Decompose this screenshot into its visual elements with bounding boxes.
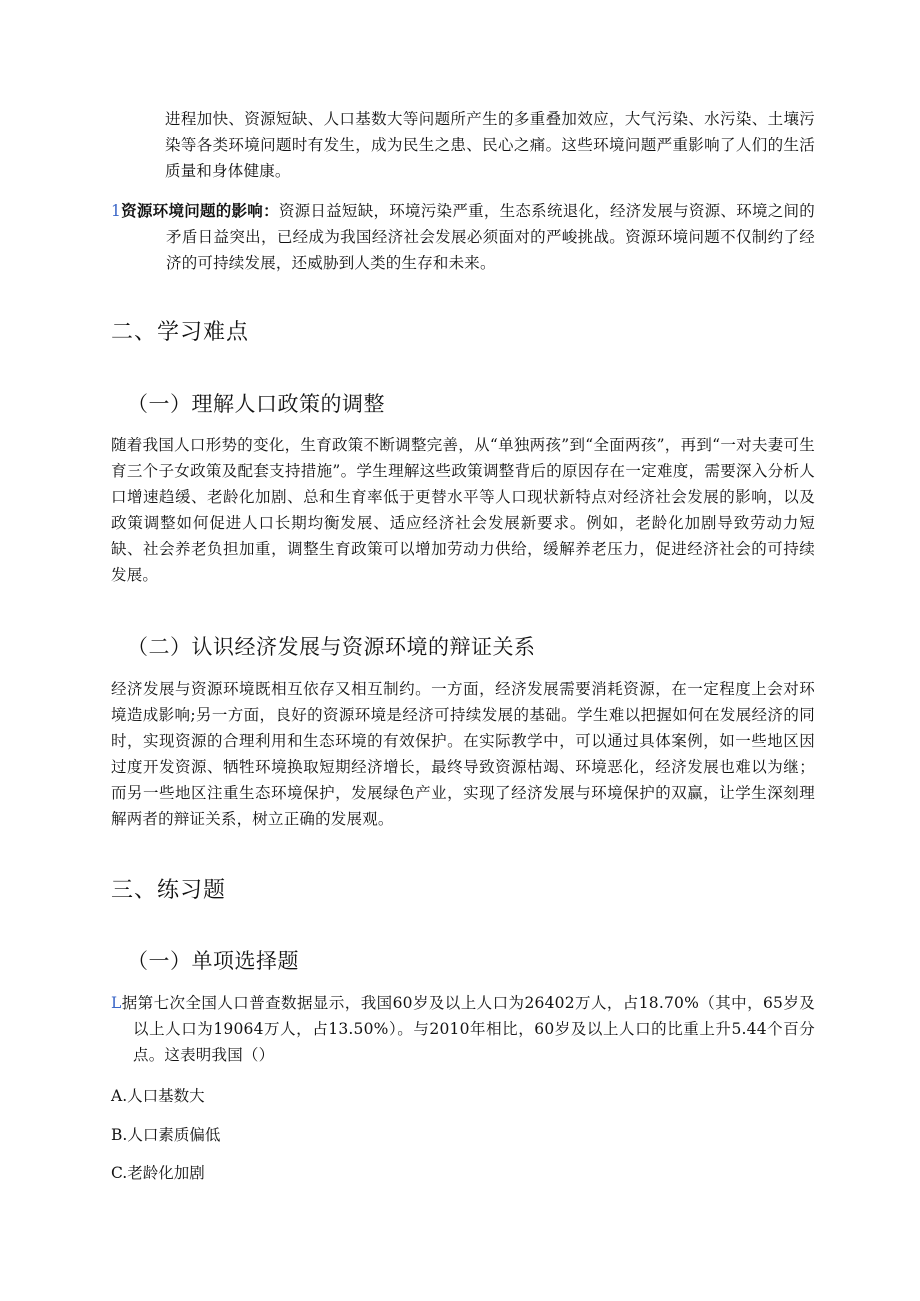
question-text: 据第七次全国人口普查数据显示，我国60岁及以上人口为26402万人，占18.70%（其中，65岁及以上人口为19064万人，占13.50%）。与2010年相比，60岁及以上人口的比重上升5.44个百分点。这表明我国（） [121, 994, 815, 1064]
question-marker: L [111, 994, 122, 1012]
hanging-block [111, 198, 815, 276]
question-hanging-block [111, 990, 815, 1068]
paragraph-economy-environment: 经济发展与资源环境既相互依存又相互制约。一方面，经济发展需要消耗资源，在一定程度上会对环境造成影响;另一方面，良好的资源环境是经济可持续发展的基础。学生难以把握如何在发展经济的同时，实现资源的合理利用和生态环境的有效保护。在实际教学中，可以通过具体案例，如一些地区因过度开发资源、牺牲环境换取短期经济增长，最终导致资源枯竭、环境恶化，经济发展也难以为继；而另一些地区注重生态环境保护，发展绿色产业，实现了经济发展与环境保护的双赢，让学生深刻理解两者的辩证关系，树立正确的发展观。 [111, 680, 815, 828]
paragraph-population-policy: 随着我国人口形势的变化，生育政策不断调整完善，从“单独两孩”到“全面两孩”，再到“一对夫妻可生育三个子女政策及配套支持措施”。学生理解这些政策调整背后的原因存在一定难度，需要深入分析人口增速趋缓、老龄化加剧、总和生育率低于更替水平等人口现状新特点对经济社会发展的影响，以及政策调整如何促进人口长期均衡发展、适应经济社会发展新要求。例如，老龄化加剧导致劳动力短缺、社会养老负担加重，调整生育政策可以增加劳动力供给，缓解养老压力，促进经济社会的可持续发展。 [111, 436, 815, 584]
option-a: A.人口基数大 [111, 1087, 205, 1105]
subheading-economy-environment: （二）认识经济发展与资源环境的辩证关系 [127, 635, 536, 659]
list-item-resource-impact [111, 198, 815, 276]
option-c: C.老龄化加剧 [111, 1164, 205, 1182]
section-heading-exercises: 三、练习题 [111, 878, 227, 903]
section-heading-difficulties: 二、学习难点 [111, 320, 250, 345]
subheading-single-choice: （一）单项选择题 [127, 949, 299, 973]
question-1 [111, 990, 815, 1068]
item-text: 资源日益短缺，环境污染严重，生态系统退化，经济发展与资源、环境之间的矛盾日益突出，已经成为我国经济社会发展必须面对的严峻挑战。资源环境问题不仅制约了经济的可持续发展，还威胁到人类的生存和未来。 [166, 202, 815, 272]
subheading-population-policy: （一）理解人口政策的调整 [127, 392, 385, 416]
item-label: 资源环境问题的影响： [121, 201, 279, 220]
option-b: B.人口素质偏低 [111, 1126, 221, 1144]
continuation-paragraph: 进程加快、资源短缺、人口基数大等问题所产生的多重叠加效应，大气污染、水污染、土壤污染等各类环境问题时有发生，成为民生之患、民心之痛。这些环境问题严重影响了人们的生活质量和身体健康。 [165, 110, 815, 180]
list-marker: 1 [111, 202, 122, 220]
